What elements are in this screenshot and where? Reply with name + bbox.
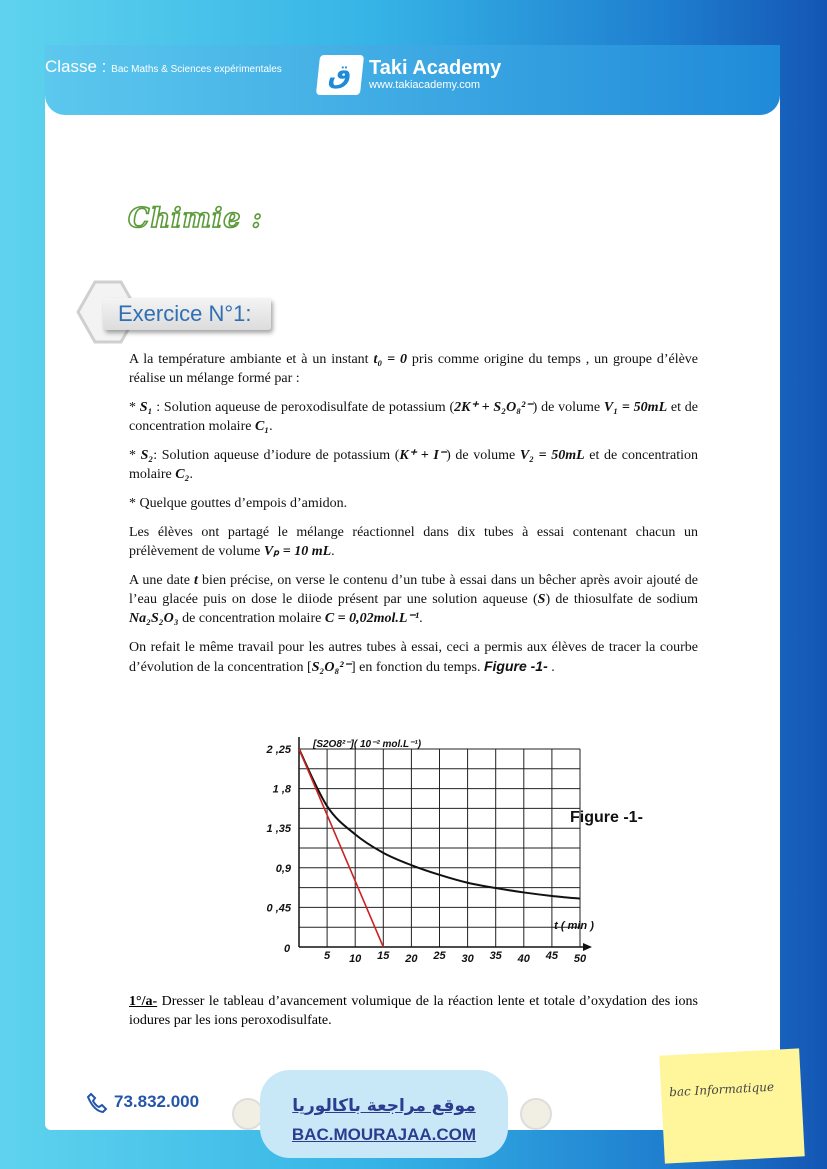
brand: [369, 57, 501, 92]
brand-url: www.takiacademy.com: [369, 79, 481, 91]
y-tick-label: 0,9: [275, 862, 291, 875]
document-page: [45, 45, 780, 1130]
text: .: [547, 660, 555, 675]
y-axis-label: [S2O8²⁻]( 10⁻² mol.L⁻¹): [313, 739, 422, 750]
exercise-statement: [129, 350, 698, 687]
text: bien précise, on verse le contenu d’un tube à essai dans un bêcher après avoir ajouté de l’eau glacée puis on dose le diiode présent par une solution aqueuse (: [129, 573, 698, 607]
text: pris comme origine du temps , un groupe d’élève réalise un mélange formé par :: [129, 352, 699, 386]
x-tick-label: 25: [433, 950, 446, 962]
y-tick-label: 1 ,35: [266, 823, 291, 836]
math: S₁: [139, 400, 153, 415]
y-tick-label: 2 ,25: [266, 744, 291, 756]
text: : Solution aqueuse de peroxodisulfate de potassium (: [152, 400, 455, 415]
x-tick-label: 30: [461, 953, 474, 965]
text: .: [419, 611, 423, 626]
header-bar: [45, 45, 780, 115]
exercise-title-box: [103, 298, 271, 330]
text: ) de volume: [532, 400, 604, 415]
paragraph-amidon: * Quelque gouttes d’empois d’amidon.: [129, 496, 348, 511]
taki-logo-icon: [316, 55, 364, 95]
paragraph-s1: [129, 398, 698, 436]
footer-site-arabic[interactable]: موقع مراجعة باكالوريا: [292, 1096, 476, 1116]
math: S₂O₈²⁻: [311, 660, 351, 675]
text: ] en fonction du temps.: [350, 660, 484, 675]
book-logo-icon: [520, 1098, 552, 1130]
math: t₀ = 0: [373, 352, 408, 367]
x-tick-label: 10: [349, 953, 362, 965]
x-tick-label: 20: [405, 953, 418, 965]
text: de concentration molaire: [178, 611, 325, 626]
math: K⁺ + I⁻: [399, 448, 447, 463]
text: Les élèves ont partagé le mélange réactionnel dans dix tubes à essai contenant chacun un prélèvement de volume: [129, 525, 698, 559]
x-axis-arrow-icon: [583, 943, 592, 951]
text: et de concentration molaire: [129, 400, 699, 434]
text: *: [129, 400, 140, 415]
math: Vₚ = 10 mL: [263, 544, 332, 559]
text: .: [331, 544, 335, 559]
question-number: 1°/a-: [129, 994, 158, 1009]
math: 2K⁺ + S₂O₈²⁻: [454, 400, 533, 415]
x-tick-label: 40: [517, 953, 530, 965]
sticky-note-text: bac Informatique: [668, 1079, 775, 1100]
text: : Solution aqueuse d’iodure de potassium (: [153, 448, 400, 463]
math: S₂: [140, 448, 154, 463]
text: *: [129, 448, 141, 463]
math: S: [537, 592, 546, 607]
math: t: [194, 573, 198, 588]
question-text: Dresser le tableau d’avancement volumique de la réaction lente et totale d’oxydation des ions iodures par les ions peroxodisulfate.: [129, 994, 698, 1028]
section-title: Chimie :: [128, 203, 263, 234]
x-tick-label: 0: [283, 943, 291, 955]
math: Na₂S₂O₃: [129, 611, 179, 626]
paragraph-tubes: [129, 523, 698, 561]
paragraph-intro: [129, 350, 698, 388]
figure-ref: Figure -1-: [483, 658, 548, 674]
y-tick-label: 0 ,45: [266, 902, 291, 915]
y-tick-label: 1 ,8: [272, 783, 291, 796]
paragraph-s2: [129, 446, 698, 484]
x-tick-label: 50: [573, 953, 587, 965]
text: A une date: [129, 573, 195, 588]
concentration-chart: [209, 725, 594, 970]
math: C = 0,02mol.L⁻¹: [324, 611, 420, 626]
figure-label: Figure -1-: [570, 809, 643, 826]
text: .: [189, 467, 193, 482]
classe-prefix: Classe :: [45, 57, 107, 76]
exercise-title: Exercice N°1:: [118, 301, 252, 326]
phone-number: 73.832.000: [114, 1092, 200, 1111]
question-1a: [129, 992, 698, 1030]
classe-value: Bac Maths & Sciences expérimentales: [111, 64, 282, 75]
phone-icon: [86, 1092, 108, 1114]
x-axis-label: t ( min ): [554, 920, 594, 932]
math: V₂ = 50mL: [519, 448, 585, 463]
x-tick-label: 15: [377, 950, 390, 962]
text: ) de volume: [446, 448, 520, 463]
x-tick-label: 35: [489, 950, 502, 962]
footer-site-banner[interactable]: [260, 1070, 508, 1158]
text: On refait le même travail pour les autres tubes à essai, ceci a permis aux élèves de tracer la courbe d’évolution de la concentration [: [129, 640, 698, 675]
x-tick-label: 45: [545, 950, 559, 962]
math: C₂: [175, 467, 190, 482]
text: ) de thiosulfate de sodium: [545, 592, 698, 607]
text: A la température ambiante et à un instant: [129, 352, 374, 367]
logo-glyph: ق: [326, 60, 354, 90]
math: C₁: [254, 419, 270, 434]
math: V₁ = 50mL: [603, 400, 668, 415]
footer-site-url[interactable]: BAC.MOURAJAA.COM: [291, 1125, 477, 1144]
brand-name: Taki Academy: [369, 57, 502, 79]
sticky-note: [659, 1048, 804, 1163]
text: .: [269, 419, 273, 434]
text: et de concentration molaire: [129, 448, 698, 482]
classe-label: [45, 57, 282, 77]
paragraph-courbe: [129, 638, 698, 677]
x-tick-label: 5: [324, 950, 331, 962]
paragraph-dosage: [129, 571, 698, 628]
